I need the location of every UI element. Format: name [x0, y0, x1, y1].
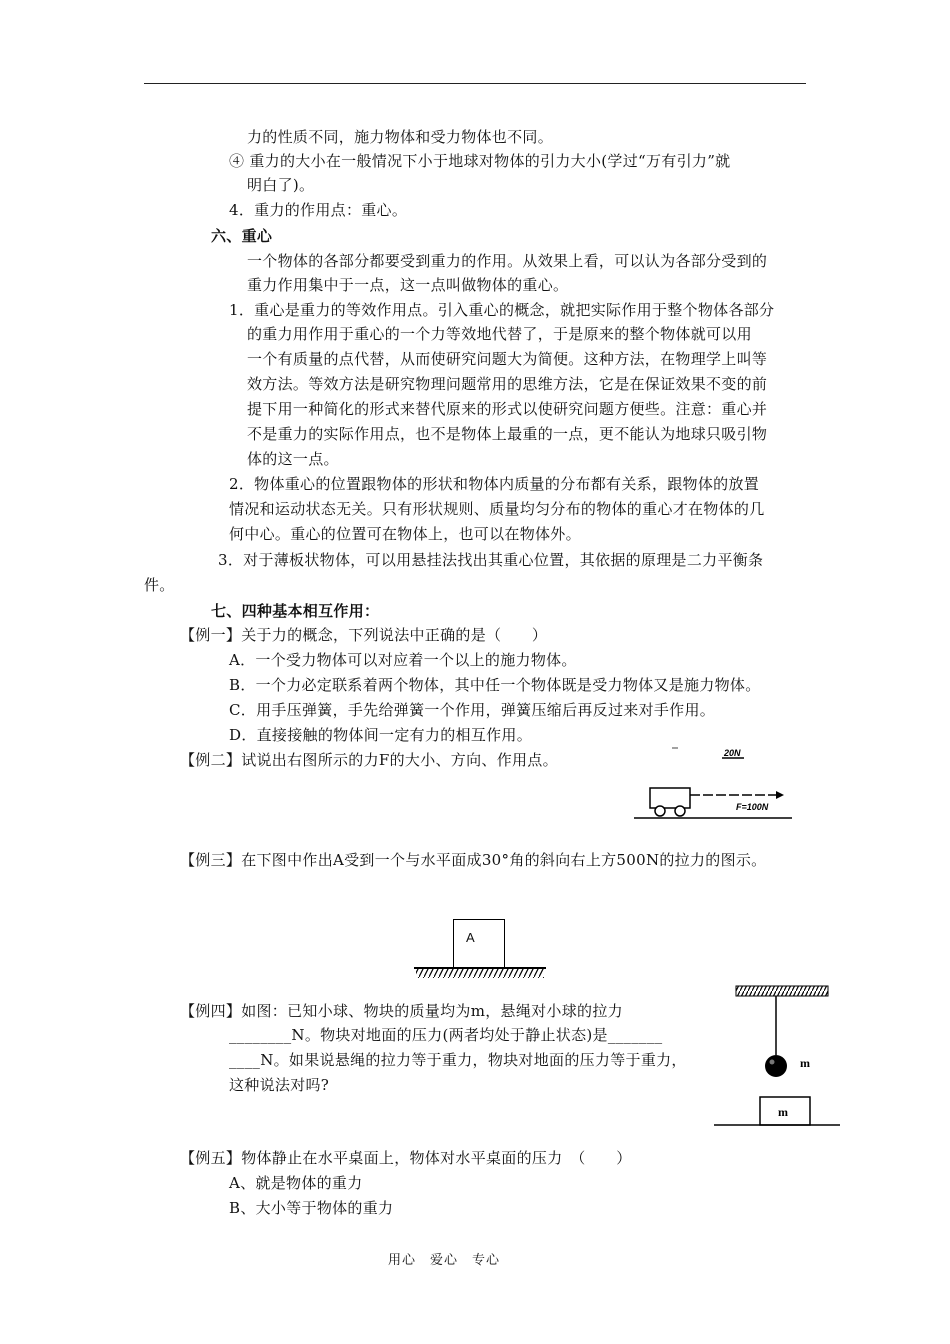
box-label: m — [778, 1105, 788, 1119]
question-4: 【例四】如图：已知小球、物块的质量均为m，悬绳对小球的拉力 — [180, 1002, 623, 1020]
question-1: 【例一】关于力的概念，下列说法中正确的是（ ） — [180, 626, 548, 644]
text-line: 不是重力的实际作用点，也不是物体上最重的一点，更不能认为地球只吸引物 — [247, 425, 768, 443]
text-line: 何中心。重心的位置可在物体上，也可以在物体外。 — [229, 525, 581, 543]
block-a — [453, 919, 505, 969]
text-line: 4．重力的作用点：重心。 — [229, 201, 408, 219]
text-line: 重力作用集中于一点，这一点叫做物体的重心。 — [247, 276, 569, 294]
text-line: ____N。如果说悬绳的拉力等于重力，物块对地面的压力等于重力， — [229, 1051, 687, 1069]
ground-hatch — [414, 967, 546, 981]
header-rule — [144, 83, 806, 84]
text-line: ④ 重力的大小在一般情况下小于地球对物体的引力大小(学过“万有引力”就 — [229, 152, 731, 170]
ball-label: m — [800, 1056, 810, 1070]
option-c: C．用手压弹簧，手先给弹簧一个作用，弹簧压缩后再反过来对手作用。 — [229, 701, 716, 719]
text-line: 这种说法对吗? — [229, 1076, 330, 1094]
section-heading: 六、重心 — [211, 227, 273, 245]
text-line: 效方法。等效方法是研究物理问题常用的思维方法，它是在保证效果不变的前 — [247, 375, 768, 393]
force-label: F=100N — [736, 802, 769, 812]
text-line: 一个有质量的点代替，从而使研究问题大为简便。这种方法，在物理学上叫等 — [247, 350, 768, 368]
option-b: B．一个力必定联系着两个物体，其中任一个物体既是受力物体又是施力物体。 — [229, 676, 761, 694]
option-d: D．直接接触的物体间一定有力的相互作用。 — [229, 726, 533, 744]
page-footer: 用心 爱心 专心 — [388, 1253, 501, 1268]
question-2: 【例二】试说出右图所示的力F的大小、方向、作用点。 — [180, 751, 558, 769]
block-a-label: A — [466, 930, 475, 945]
section-heading: 七、四种基本相互作用： — [211, 602, 380, 620]
text-line: 明白了)。 — [247, 176, 315, 194]
text-line: 2．物体重心的位置跟物体的形状和物体内质量的分布都有关系，跟物体的放置 — [229, 475, 760, 493]
text-line: 力的性质不同，施力物体和受力物体也不同。 — [247, 128, 554, 146]
option-b: B、大小等于物体的重力 — [229, 1199, 394, 1217]
text-line: 情况和运动状态无关。只有形状规则、质量均匀分布的物体的重心才在物体的几 — [229, 500, 765, 518]
text-line: 的重力用作用于重心的一个力等效地代替了，于是原来的整个物体就可以用 — [247, 325, 752, 343]
text-line: 提下用一种简化的形式来替代原来的形式以使研究问题方便些。注意：重心并 — [247, 400, 768, 418]
text-line: 3．对于薄板状物体，可以用悬挂法找出其重心位置，其依据的原理是二力平衡条 — [218, 551, 764, 569]
cart-force-diagram — [628, 742, 798, 822]
option-a: A．一个受力物体可以对应着一个以上的施力物体。 — [229, 651, 577, 669]
question-3: 【例三】在下图中作出A受到一个与水平面成30°角的斜向右上方500N的拉力的图示。 — [180, 851, 767, 869]
scale-label: 20N — [724, 748, 741, 758]
question-5: 【例五】物体静止在水平桌面上，物体对水平桌面的压力 （ ） — [180, 1149, 632, 1167]
hanging-ball-diagram — [712, 983, 842, 1133]
text-line: 件。 — [144, 576, 175, 594]
text-line: 一个物体的各部分都要受到重力的作用。从效果上看，可以认为各部分受到的 — [247, 252, 768, 270]
text-line: ________N。物块对地面的压力(两者均处于静止状态)是_______ — [229, 1026, 663, 1044]
option-a: A、就是物体的重力 — [229, 1174, 363, 1192]
text-line: 1．重心是重力的等效作用点。引入重心的概念，就把实际作用于整个物体各部分 — [229, 301, 775, 319]
text-line: 体的这一点。 — [247, 450, 339, 468]
